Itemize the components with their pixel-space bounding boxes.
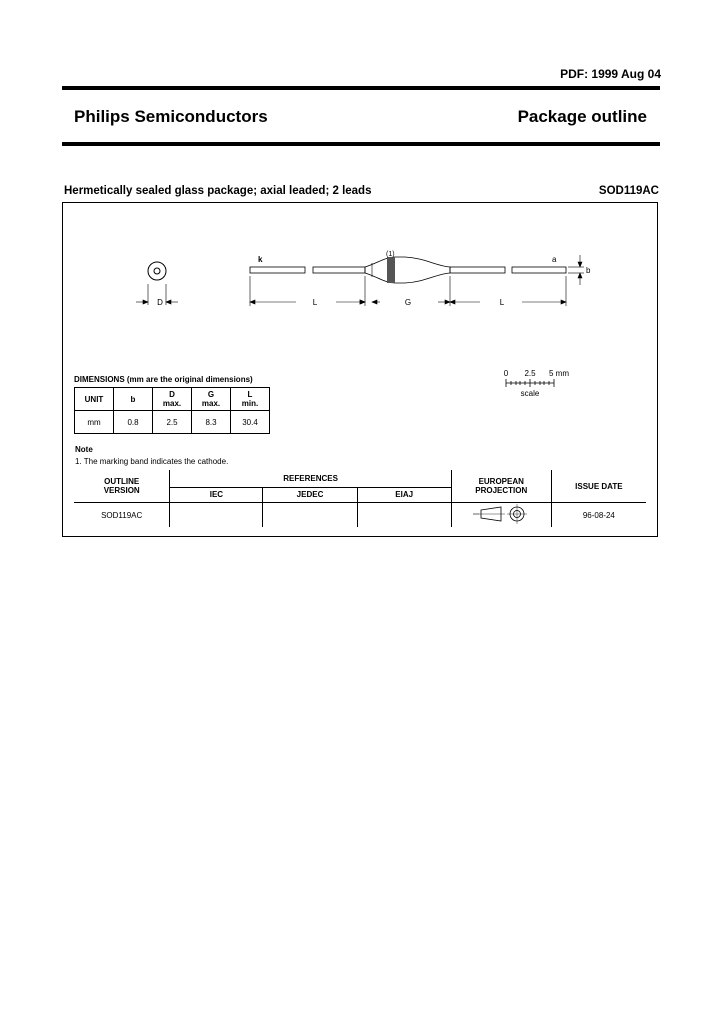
outline-version-header: OUTLINE VERSION [74,470,170,503]
scale-5mm: 5 mm [549,369,569,378]
package-description: Hermetically sealed glass package; axial leaded; 2 leads [64,185,372,197]
scale-0: 0 [503,369,509,378]
issue-date-header: ISSUE DATE [551,470,646,503]
jedec-header: JEDEC [263,487,357,502]
label-k: k [258,255,263,264]
dim-value-b: 0.8 [114,411,153,434]
company-name: Philips Semiconductors [74,107,268,126]
b-dimension-line [568,255,584,285]
projection-symbol-icon [471,504,531,524]
outline-version-value: SOD119AC [101,510,143,520]
label-b: b [586,266,591,275]
dim-value-l: 30.4 [231,411,270,434]
iec-header: IEC [170,487,263,502]
dim-header-l: L min. [231,388,270,411]
scale-label: scale [520,389,540,398]
anode-lead [450,267,566,273]
pdf-date: PDF: 1999 Aug 04 [560,67,661,81]
eiaj-header: EIAJ [357,487,451,502]
dim-header-g: G max. [192,388,231,411]
references-header: REFERENCES [170,470,451,487]
dim-header-d: D max. [153,388,192,411]
dimensions-header-row [75,388,270,411]
label-g: G [404,298,412,307]
package-code: SOD119AC [598,185,659,197]
end-view-circle [148,262,166,280]
references-header-row [74,470,646,487]
cathode-marking-band [387,257,395,283]
references-value-row [74,503,646,528]
dim-header-b: b [114,388,153,411]
projection-symbol-cell [451,503,551,528]
dimensions-title: DIMENSIONS (mm are the original dimensions) [74,375,253,384]
scale-2-5: 2.5 [524,369,536,378]
references-table [74,470,646,527]
document-type: Package outline [517,107,647,126]
outline-drawing [0,0,720,420]
dim-value-d: 2.5 [153,411,192,434]
scale-bar [506,379,554,387]
label-d: D [157,298,163,307]
label-l-left: L [312,298,318,307]
cathode-lead [250,267,365,273]
eiaj-value [357,503,451,528]
glass-body [365,257,450,283]
iec-value [170,503,263,528]
note-text: 1. The marking band indicates the cathode. [75,457,229,466]
label-l-right: L [499,298,505,307]
dim-value-unit: mm [75,411,114,434]
dimensions-value-row [75,411,270,434]
european-projection-header: EUROPEAN PROJECTION [451,470,551,503]
dim-header-unit: UNIT [75,388,114,411]
issue-date-value: 96-08-24 [551,503,646,528]
label-a: a [552,255,557,264]
note-ref-label: (1) [386,251,395,258]
jedec-value [263,503,357,528]
dim-value-g: 8.3 [192,411,231,434]
note-heading: Note [75,445,93,454]
dimensions-table [74,387,270,434]
